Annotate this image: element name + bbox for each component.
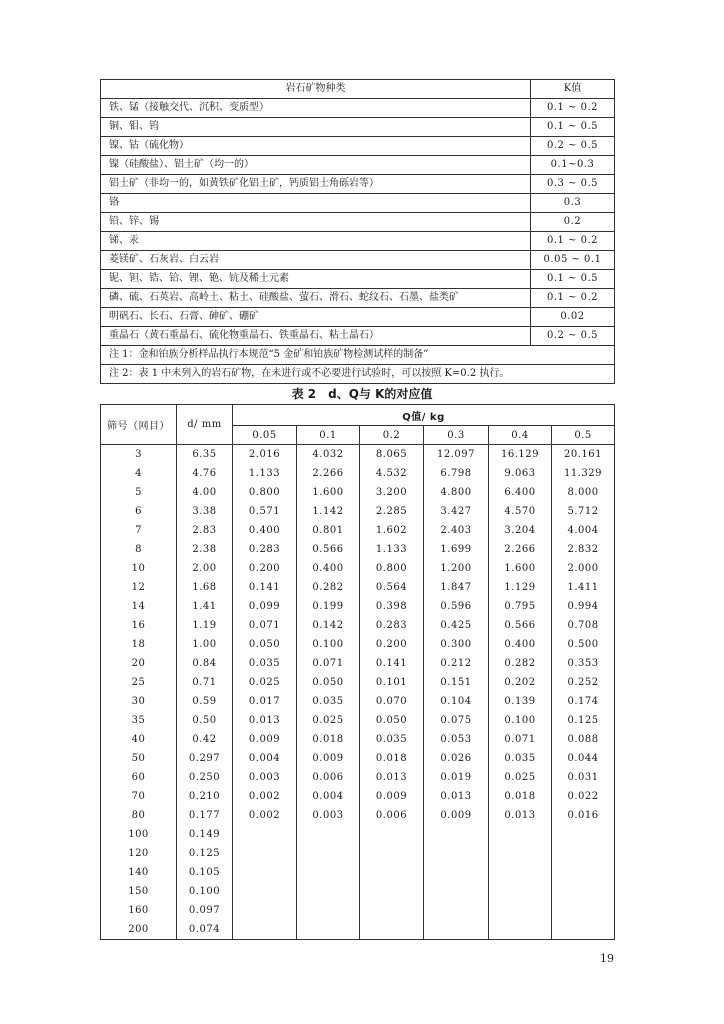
diameter-cell: 1.68	[177, 578, 233, 597]
k-value-cell: 0.2 ~ 0.5	[531, 327, 615, 346]
q-value-cell: 0.018	[489, 787, 552, 806]
q-value-cell: 11.329	[552, 464, 615, 483]
q-value-cell: 1.142	[297, 502, 360, 521]
k-value-cell: 0.1 ~ 0.5	[531, 118, 615, 137]
diameter-cell: 1.41	[177, 597, 233, 616]
table-row	[101, 156, 615, 175]
k-value-cell: 0.2 ~ 0.5	[531, 137, 615, 156]
q-value-cell: 0.013	[233, 711, 297, 730]
q-value-cell	[297, 844, 360, 863]
q-value-cell: 0.142	[297, 616, 360, 635]
q-value-cell: 1.200	[424, 559, 489, 578]
q-value-cell: 1.133	[233, 464, 297, 483]
diameter-cell: 0.105	[177, 863, 233, 882]
sieve-cell: 40	[101, 730, 177, 749]
q-value-cell: 0.151	[424, 673, 489, 692]
q-value-header: Q值/ kg	[233, 405, 615, 426]
q-value-cell: 0.283	[233, 540, 297, 559]
q-value-cell: 0.075	[424, 711, 489, 730]
table-row	[101, 749, 615, 768]
table-row	[101, 118, 615, 137]
sieve-cell: 4	[101, 464, 177, 483]
q-value-cell: 20.161	[552, 445, 615, 465]
k-value-cell: 0.1 ~ 0.2	[531, 99, 615, 118]
q-value-cell: 0.801	[297, 521, 360, 540]
q-value-cell: 8.065	[360, 445, 424, 465]
q-value-cell: 0.009	[297, 749, 360, 768]
q-value-cell: 0.100	[297, 635, 360, 654]
q-value-cell	[489, 882, 552, 901]
q-value-cell: 1.129	[489, 578, 552, 597]
q-value-cell: 0.252	[552, 673, 615, 692]
q-value-cell	[233, 882, 297, 901]
q-value-cell: 1.847	[424, 578, 489, 597]
table-row	[101, 825, 615, 844]
q-value-cell: 0.013	[360, 768, 424, 787]
q-value-cell: 0.400	[297, 559, 360, 578]
sieve-cell: 7	[101, 521, 177, 540]
q-value-cell: 6.798	[424, 464, 489, 483]
q-value-cell: 0.044	[552, 749, 615, 768]
q-value-cell: 0.018	[360, 749, 424, 768]
q-value-cell	[360, 882, 424, 901]
mineral-type-cell: 铁、锰（接触交代、沉积、变质型）	[101, 99, 531, 118]
table-row	[101, 654, 615, 673]
q-value-cell	[360, 825, 424, 844]
table-row	[101, 213, 615, 232]
q-value-cell: 0.035	[489, 749, 552, 768]
q-value-cell: 2.266	[489, 540, 552, 559]
table-row	[101, 540, 615, 559]
q-value-cell: 0.088	[552, 730, 615, 749]
q-value-cell: 0.596	[424, 597, 489, 616]
q-value-cell: 2.832	[552, 540, 615, 559]
q-value-cell: 0.004	[233, 749, 297, 768]
mineral-type-cell: 铌、钽、锆、铪、锂、铯、钪及稀土元素	[101, 270, 531, 289]
k-value-cell: 0.1 ~ 0.2	[531, 289, 615, 308]
q-value-cell: 0.566	[297, 540, 360, 559]
mineral-type-cell: 铜、钼、钨	[101, 118, 531, 137]
mineral-type-cell: 重晶石（黄石重晶石、硫化物重晶石、铁重晶石、粘土晶石）	[101, 327, 531, 346]
q-value-cell	[489, 825, 552, 844]
q-value-cell: 0.053	[424, 730, 489, 749]
k-value-header: K值	[531, 80, 615, 99]
q-value-cell: 0.282	[489, 654, 552, 673]
q-value-cell: 0.003	[233, 768, 297, 787]
q-value-cell: 3.200	[360, 483, 424, 502]
table-row	[101, 616, 615, 635]
sieve-cell: 3	[101, 445, 177, 465]
table-row	[101, 445, 615, 465]
q-value-cell: 0.199	[297, 597, 360, 616]
q-value-cell: 0.013	[424, 787, 489, 806]
q-value-cell: 1.699	[424, 540, 489, 559]
q-value-cell: 16.129	[489, 445, 552, 465]
mineral-type-header: 岩石矿物种类	[101, 80, 531, 99]
q-value-cell: 0.174	[552, 692, 615, 711]
q-value-cell: 0.400	[489, 635, 552, 654]
q-value-cell: 4.032	[297, 445, 360, 465]
q-value-cell: 0.300	[424, 635, 489, 654]
q-value-cell: 0.708	[552, 616, 615, 635]
diameter-cell: 2.38	[177, 540, 233, 559]
diameter-cell: 1.00	[177, 635, 233, 654]
sieve-cell: 20	[101, 654, 177, 673]
q-value-cell	[489, 863, 552, 882]
q-value-cell	[552, 844, 615, 863]
sieve-cell: 30	[101, 692, 177, 711]
note-row	[101, 365, 615, 384]
q-value-cell	[424, 844, 489, 863]
sieve-cell: 5	[101, 483, 177, 502]
note-row	[101, 346, 615, 365]
diameter-cell: 0.097	[177, 901, 233, 920]
q-value-cell	[489, 920, 552, 940]
q-value-cell: 0.100	[489, 711, 552, 730]
q-value-cell: 0.025	[233, 673, 297, 692]
q-value-cell	[424, 863, 489, 882]
k-value-header-cell: 0.3	[424, 426, 489, 445]
q-value-cell: 0.200	[360, 635, 424, 654]
k-value-header-cell: 0.1	[297, 426, 360, 445]
table-row	[101, 692, 615, 711]
diameter-cell: 0.297	[177, 749, 233, 768]
table-note: 注 1：金和铂族分析样品执行本规范“5 金矿和铂族矿物检测试样的制备”	[101, 346, 615, 365]
q-value-cell	[424, 825, 489, 844]
q-value-cell	[552, 901, 615, 920]
sieve-cell: 100	[101, 825, 177, 844]
diameter-cell: 1.19	[177, 616, 233, 635]
q-value-cell: 0.009	[360, 787, 424, 806]
table-row	[101, 175, 615, 194]
mineral-type-cell: 铬	[101, 194, 531, 213]
table-row	[101, 251, 615, 270]
q-value-cell: 4.532	[360, 464, 424, 483]
q-value-cell: 0.016	[552, 806, 615, 825]
table-row	[101, 901, 615, 920]
sieve-cell: 35	[101, 711, 177, 730]
table-row	[101, 270, 615, 289]
table-row	[101, 521, 615, 540]
q-value-cell: 0.125	[552, 711, 615, 730]
diameter-cell: 0.42	[177, 730, 233, 749]
d-q-k-table	[100, 404, 615, 940]
mineral-k-table	[100, 79, 615, 384]
q-value-cell: 0.500	[552, 635, 615, 654]
table-row	[101, 844, 615, 863]
sieve-cell: 160	[101, 901, 177, 920]
q-value-cell: 0.800	[360, 559, 424, 578]
q-value-cell: 0.004	[297, 787, 360, 806]
q-value-cell: 4.800	[424, 483, 489, 502]
mineral-type-cell: 明矾石、长石、石膏、砷矿、硼矿	[101, 308, 531, 327]
q-value-cell: 0.002	[233, 787, 297, 806]
q-value-cell: 0.025	[297, 711, 360, 730]
table-row	[101, 711, 615, 730]
q-value-cell: 1.600	[297, 483, 360, 502]
sieve-cell: 150	[101, 882, 177, 901]
q-value-cell: 0.994	[552, 597, 615, 616]
sieve-cell: 70	[101, 787, 177, 806]
q-value-cell: 0.071	[297, 654, 360, 673]
mineral-type-cell: 锑、汞	[101, 232, 531, 251]
q-value-cell: 9.063	[489, 464, 552, 483]
table-row	[101, 635, 615, 654]
q-value-cell: 0.017	[233, 692, 297, 711]
q-value-cell	[360, 901, 424, 920]
table-header-row	[101, 80, 615, 99]
table-row	[101, 863, 615, 882]
sieve-cell: 200	[101, 920, 177, 940]
q-value-cell: 0.009	[233, 730, 297, 749]
q-value-cell	[233, 863, 297, 882]
q-value-cell: 5.712	[552, 502, 615, 521]
k-value-header-cell: 0.05	[233, 426, 297, 445]
k-value-cell: 0.3	[531, 194, 615, 213]
q-value-cell	[360, 844, 424, 863]
sieve-header: 筛号（网目）	[101, 405, 177, 445]
q-value-cell	[424, 901, 489, 920]
table-row	[101, 308, 615, 327]
k-value-cell: 0.05 ~ 0.1	[531, 251, 615, 270]
sieve-cell: 16	[101, 616, 177, 635]
q-value-cell: 0.099	[233, 597, 297, 616]
q-value-cell: 0.003	[297, 806, 360, 825]
diameter-cell: 2.83	[177, 521, 233, 540]
diameter-cell: 0.177	[177, 806, 233, 825]
q-value-cell: 0.071	[233, 616, 297, 635]
mineral-type-cell: 镍、钴（硫化物）	[101, 137, 531, 156]
q-value-cell: 2.285	[360, 502, 424, 521]
table-row	[101, 787, 615, 806]
k-value-cell: 0.3 ~ 0.5	[531, 175, 615, 194]
q-value-cell: 0.035	[233, 654, 297, 673]
q-value-cell: 6.400	[489, 483, 552, 502]
mineral-type-cell: 铅、锌、锡	[101, 213, 531, 232]
table-row	[101, 559, 615, 578]
q-value-cell: 0.795	[489, 597, 552, 616]
q-value-cell	[424, 920, 489, 940]
q-value-cell	[489, 901, 552, 920]
table-row	[101, 194, 615, 213]
k-value-cell: 0.1~0.3	[531, 156, 615, 175]
mineral-type-cell: 菱镁矿、石灰岩、白云岩	[101, 251, 531, 270]
table-note: 注 2：表 1 中未列入的岩石矿物，在未进行或不必要进行试验时，可以按照 K=0.2 执行。	[101, 365, 615, 384]
table-row	[101, 578, 615, 597]
table-row	[101, 483, 615, 502]
k-value-header-cell: 0.4	[489, 426, 552, 445]
q-value-cell: 0.006	[360, 806, 424, 825]
sieve-cell: 60	[101, 768, 177, 787]
sieve-cell: 18	[101, 635, 177, 654]
q-value-cell: 2.000	[552, 559, 615, 578]
table-row	[101, 882, 615, 901]
q-value-cell: 0.101	[360, 673, 424, 692]
q-value-cell	[297, 882, 360, 901]
mineral-type-cell: 磷、硫、石英岩、高岭土、粘土、硅酸盐、萤石、滑石、蛇纹石、石墨、盐类矿	[101, 289, 531, 308]
q-value-cell	[360, 863, 424, 882]
q-value-cell	[552, 863, 615, 882]
diameter-cell: 0.074	[177, 920, 233, 940]
q-value-cell	[424, 882, 489, 901]
sieve-cell: 140	[101, 863, 177, 882]
q-value-cell	[489, 844, 552, 863]
table-2-caption: 表 2 d、Q与 K的对应值	[291, 387, 433, 401]
q-value-cell: 0.019	[424, 768, 489, 787]
k-value-cell: 0.1 ~ 0.2	[531, 232, 615, 251]
table-row	[101, 920, 615, 940]
q-value-cell: 3.427	[424, 502, 489, 521]
diameter-cell: 2.00	[177, 559, 233, 578]
diameter-cell: 0.100	[177, 882, 233, 901]
table-row	[101, 99, 615, 118]
q-value-cell	[297, 825, 360, 844]
diameter-cell: 6.35	[177, 445, 233, 465]
table-row	[101, 464, 615, 483]
k-value-cell: 0.2	[531, 213, 615, 232]
table-row	[101, 289, 615, 308]
q-value-cell	[552, 825, 615, 844]
q-value-cell	[233, 844, 297, 863]
diameter-cell: 0.59	[177, 692, 233, 711]
table-row	[101, 232, 615, 251]
q-value-cell: 0.800	[233, 483, 297, 502]
q-value-cell	[233, 920, 297, 940]
q-value-cell: 0.400	[233, 521, 297, 540]
diameter-cell: 0.125	[177, 844, 233, 863]
diameter-cell: 0.50	[177, 711, 233, 730]
diameter-cell: 0.149	[177, 825, 233, 844]
q-value-cell: 4.570	[489, 502, 552, 521]
table-row	[101, 673, 615, 692]
diameter-cell: 0.210	[177, 787, 233, 806]
q-value-cell	[297, 901, 360, 920]
q-value-cell: 0.002	[233, 806, 297, 825]
q-value-cell: 0.104	[424, 692, 489, 711]
sieve-cell: 80	[101, 806, 177, 825]
sieve-cell: 120	[101, 844, 177, 863]
table-row	[101, 597, 615, 616]
q-value-cell: 0.571	[233, 502, 297, 521]
q-value-cell	[360, 920, 424, 940]
diameter-cell: 0.84	[177, 654, 233, 673]
q-value-cell: 0.139	[489, 692, 552, 711]
sieve-cell: 10	[101, 559, 177, 578]
q-value-cell	[297, 920, 360, 940]
q-value-cell: 0.035	[360, 730, 424, 749]
q-value-cell: 1.133	[360, 540, 424, 559]
sieve-cell: 25	[101, 673, 177, 692]
q-value-cell: 0.031	[552, 768, 615, 787]
q-value-cell: 0.026	[424, 749, 489, 768]
sieve-cell: 14	[101, 597, 177, 616]
table-row	[101, 327, 615, 346]
table-row	[101, 806, 615, 825]
q-value-cell: 8.000	[552, 483, 615, 502]
diameter-header: d/ mm	[177, 405, 233, 445]
sieve-cell: 6	[101, 502, 177, 521]
diameter-cell: 3.38	[177, 502, 233, 521]
k-value-cell: 0.1 ~ 0.5	[531, 270, 615, 289]
q-value-cell: 0.050	[233, 635, 297, 654]
table-header-row	[101, 405, 615, 426]
q-value-cell: 0.141	[233, 578, 297, 597]
q-value-cell: 0.013	[489, 806, 552, 825]
q-value-cell	[552, 882, 615, 901]
mineral-type-cell: 铝土矿（非均一的，如黄铁矿化铝土矿，钙质铝土角砾岩等）	[101, 175, 531, 194]
table-row	[101, 768, 615, 787]
page-number: 19	[600, 952, 614, 965]
q-value-cell: 2.016	[233, 445, 297, 465]
q-value-cell: 1.602	[360, 521, 424, 540]
sieve-cell: 12	[101, 578, 177, 597]
q-value-cell: 0.141	[360, 654, 424, 673]
q-value-cell: 0.398	[360, 597, 424, 616]
q-value-cell: 0.353	[552, 654, 615, 673]
q-value-cell	[233, 825, 297, 844]
q-value-cell: 0.071	[489, 730, 552, 749]
k-value-cell: 0.02	[531, 308, 615, 327]
q-value-cell: 3.204	[489, 521, 552, 540]
q-value-cell: 1.411	[552, 578, 615, 597]
table-row	[101, 137, 615, 156]
q-value-cell: 0.202	[489, 673, 552, 692]
q-value-cell: 4.004	[552, 521, 615, 540]
table-row	[101, 730, 615, 749]
diameter-cell: 4.76	[177, 464, 233, 483]
diameter-cell: 0.71	[177, 673, 233, 692]
q-value-cell: 2.266	[297, 464, 360, 483]
q-value-cell: 12.097	[424, 445, 489, 465]
q-value-cell: 2.403	[424, 521, 489, 540]
q-value-cell	[297, 863, 360, 882]
q-value-cell: 0.018	[297, 730, 360, 749]
q-value-cell: 0.425	[424, 616, 489, 635]
q-value-cell: 1.600	[489, 559, 552, 578]
k-value-header-cell: 0.5	[552, 426, 615, 445]
sieve-cell: 50	[101, 749, 177, 768]
q-value-cell: 0.566	[489, 616, 552, 635]
q-value-cell: 0.050	[360, 711, 424, 730]
sieve-cell: 8	[101, 540, 177, 559]
q-value-cell: 0.282	[297, 578, 360, 597]
q-value-cell: 0.200	[233, 559, 297, 578]
q-value-cell: 0.035	[297, 692, 360, 711]
q-value-cell: 0.283	[360, 616, 424, 635]
diameter-cell: 0.250	[177, 768, 233, 787]
q-value-cell: 0.025	[489, 768, 552, 787]
q-value-cell: 0.564	[360, 578, 424, 597]
diameter-cell: 4.00	[177, 483, 233, 502]
q-value-cell	[233, 901, 297, 920]
q-value-cell: 0.050	[297, 673, 360, 692]
q-value-cell: 0.212	[424, 654, 489, 673]
q-value-cell	[552, 920, 615, 940]
k-value-header-cell: 0.2	[360, 426, 424, 445]
table-row	[101, 502, 615, 521]
q-value-cell: 0.070	[360, 692, 424, 711]
q-value-cell: 0.006	[297, 768, 360, 787]
q-value-cell: 0.022	[552, 787, 615, 806]
mineral-type-cell: 镍（硅酸盐）、铝土矿（均一的）	[101, 156, 531, 175]
q-value-cell: 0.009	[424, 806, 489, 825]
